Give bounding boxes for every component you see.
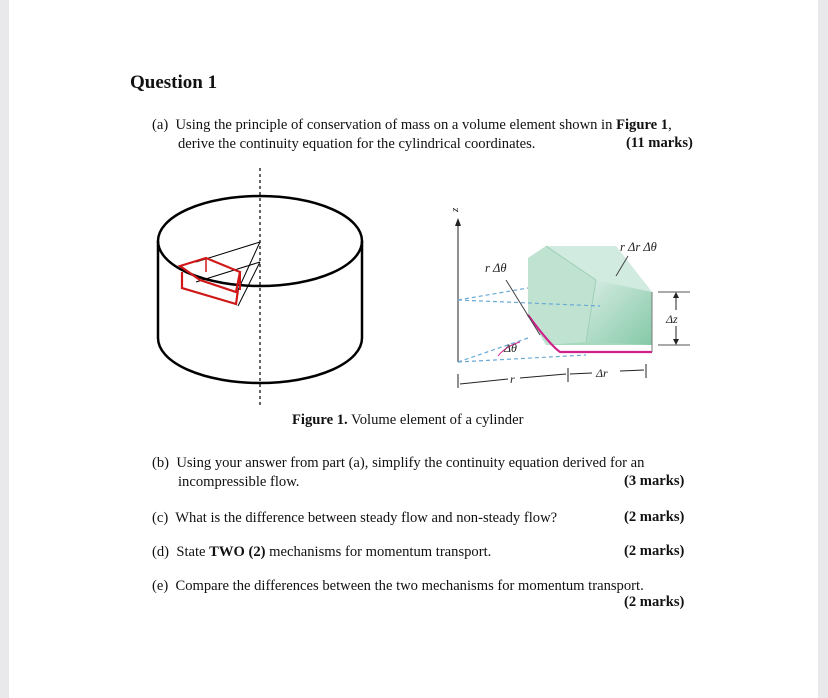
label-dr: Δr	[596, 366, 608, 380]
left-frame-border	[0, 0, 9, 698]
right-frame-border	[818, 0, 828, 698]
part-e-line	[152, 577, 644, 595]
part-e-label: (e)	[152, 578, 169, 594]
part-d-label: (d)	[152, 544, 170, 560]
label-r-dtheta: r Δθ	[485, 261, 507, 275]
part-d-bold: TWO (2)	[209, 544, 266, 560]
volume-element-diagram	[449, 207, 690, 388]
cylinder-diagram	[158, 168, 362, 408]
part-c-text: What is the difference between steady flow and non-steady flow?	[175, 510, 558, 526]
part-e-marks: (2 marks)	[624, 594, 685, 610]
part-b-label: (b)	[152, 455, 170, 471]
part-a-text-pre: Using the principle of conservation of mass on a volume element shown in	[175, 117, 617, 133]
part-c-line	[152, 509, 557, 527]
figure-1	[140, 165, 700, 410]
part-c-label: (c)	[152, 510, 169, 526]
part-b-line1	[152, 454, 644, 472]
part-a-label: (a)	[152, 117, 169, 133]
part-d-line	[152, 543, 491, 561]
label-z: z	[449, 207, 461, 212]
part-d-marks: (2 marks)	[624, 543, 685, 559]
question-title: Question 1	[130, 72, 218, 93]
figure-caption-text: Volume element of a cylinder	[347, 412, 524, 428]
part-b-line2: incompressible flow.	[178, 474, 300, 490]
part-a-text-post: ,	[668, 117, 672, 133]
figure-caption-label: Figure 1.	[292, 412, 348, 428]
part-b-marks: (3 marks)	[624, 473, 685, 489]
figure-reference: Figure 1	[616, 117, 669, 133]
figure-caption	[292, 412, 523, 429]
part-d-text-post: mechanisms for momentum transport.	[265, 544, 492, 560]
part-a-marks: (11 marks)	[626, 135, 693, 151]
label-dz: Δz	[666, 312, 678, 326]
part-d-text-pre: State	[176, 544, 210, 560]
label-r-dr-dtheta: r Δr Δθ	[620, 240, 657, 254]
label-r: r	[510, 372, 515, 386]
part-a-line1	[152, 116, 672, 134]
part-e-text: Compare the differences between the two mechanisms for momentum transport.	[175, 578, 644, 594]
part-c-marks: (2 marks)	[624, 509, 685, 525]
part-a-line2: derive the continuity equation for the cylindrical coordinates.	[178, 136, 536, 152]
label-dtheta: Δθ	[504, 341, 517, 355]
part-b-text: Using your answer from part (a), simplify the continuity equation derived for an	[176, 455, 645, 471]
